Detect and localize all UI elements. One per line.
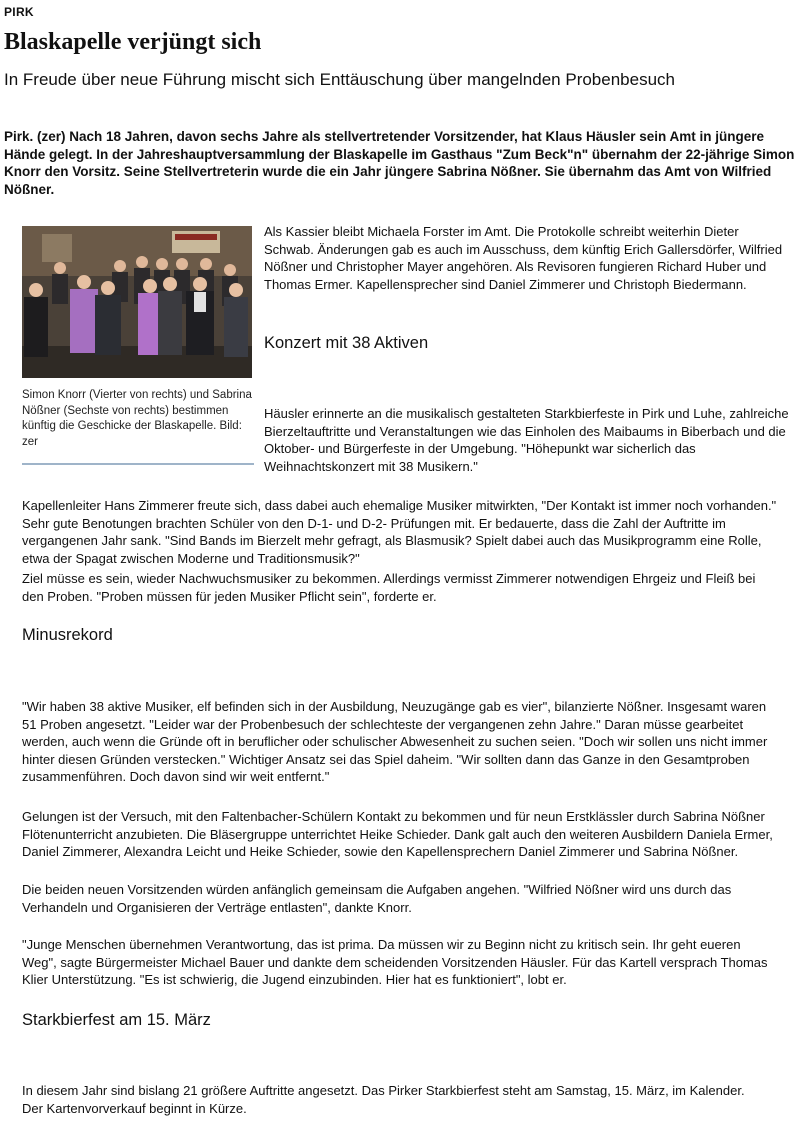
photo-caption: Simon Knorr (Vierter von rechts) und Sabrina Nößner (Sechste von rechts) bestimmen künftig die Geschicke der Blaskapelle. Bild: zer [22,389,252,448]
paragraph-7: Die beiden neuen Vorsitzenden würden anfänglich gemeinsam die Aufgaben angehen. "Wilfried Nößner wird uns durch das Verhandeln und Organisieren der Verträge entlasten", dankte Knorr. [22,882,732,915]
section-heading-konzert: Konzert mit 38 Aktiven [264,334,429,352]
paragraph-6: Gelungen ist der Versuch, mit den Faltenbacher-Schülern Kontakt zu bekommen und für neun Erstklässler durch Sabrina Nößner Flötenunterricht anzubieten. Die Bläsergruppe unterrichtet Heike Schieder. Dank galt auch den weiteren Ausbildern Daniela Ermer, Daniel Zimmerer, Alexandra Leicht und Heike Schieder, sowie den Kapellensprechern Daniel Zimmerer und Sabrina Nößner. [22,809,773,859]
caption-divider [22,463,254,465]
paragraph-3: Kapellenleiter Hans Zimmerer freute sich, dass dabei auch ehemalige Musiker mitwirkten, "Der Kontakt ist immer noch vorhanden." Sehr gute Benotungen brachten Schüler von den D-1- und D-2- Prüfungen mit. Er bedauerte, dass die Zahl der Auftritte im vergangenen Jahr sank. "Sind Bands im Bierzelt mehr gefragt, als Blasmusik? Spielt dabei auch das Musikprogramm eine Rolle, etwa der Spagat zwischen Moderne und Traditionsmusik?" [22,498,777,566]
lead-paragraph: Pirk. (zer) Nach 18 Jahren, davon sechs Jahre als stellvertretender Vorsitzender, hat Klaus Häusler sein Amt in jüngere Hände gelegt. In der Jahreshauptversammlung der Blaskapelle im Gasthaus "Zum Beck"n" übernahm der 22-jährige Simon Knorr den Vorsitz. Seine Stellvertreterin wurde die ein Jahr jüngere Sabrina Nößner. Sie übernahm das Amt von Wilfried Nößner. [4,129,795,197]
subheadline: In Freude über neue Führung mischt sich Enttäuschung über mangelnden Probenbesuch [4,70,675,89]
paragraph-2: Häusler erinnerte an die musikalisch gestalteten Starkbierfeste in Pirk und Luhe, zahlreiche Bierzeltauftritte und Veranstaltungen wie das Einholen des Maibaums in Biberbach und die Oktober- und Bürgerfeste in der Umgebung. "Höhepunkt war sicherlich das Weihnachtskonzert mit 38 Musikern." [264,406,789,474]
paragraph-4: Ziel müsse es sein, wieder Nachwuchsmusiker zu bekommen. Allerdings vermisst Zimmerer notwendigen Ehrgeiz und Fleiß bei den Proben. "Proben müssen für jeden Musiker Pflicht sein", forderte er. [22,571,756,604]
kicker: PIRK [4,5,34,19]
section-heading-minusrekord: Minusrekord [22,626,113,644]
group-photo [22,226,252,378]
paragraph-1: Als Kassier bleibt Michaela Forster im Amt. Die Protokolle schreibt weiterhin Dieter Schwab. Änderungen gab es auch im Ausschuss, dem künftig Erich Gallersdörfer, Wilfried Nößner und Christopher Mayer angehören. Als Revisoren fungieren Richard Huber und Thomas Ermer. Kapellensprecher sind Daniel Zimmerer und Christoph Biedermann. [264,224,783,292]
headline: Blaskapelle verjüngt sich [4,29,262,55]
paragraph-8: "Junge Menschen übernehmen Verantwortung, das ist prima. Da müssen wir zu Beginn nicht zu kritisch sein. Ihr geht eueren Weg", sagte Bürgermeister Michael Bauer und dankte dem scheidenden Vorsitzenden Häusler. Für das Kartell versprach Thomas Klier Unterstützung. "Es ist schwierig, die Jugend einzubinden. Hier hat es funktioniert", lobt er. [22,937,768,987]
section-heading-starkbierfest: Starkbierfest am 15. März [22,1011,211,1029]
paragraph-9: In diesem Jahr sind bislang 21 größere Auftritte angesetzt. Das Pirker Starkbierfest steht am Samstag, 15. März, im Kalender. Der Kartenvorverkauf beginnt in Kürze. [22,1083,745,1116]
paragraph-5: "Wir haben 38 aktive Musiker, elf befinden sich in der Ausbildung, Neuzugänge gab es vier", bilanzierte Nößner. Insgesamt waren 51 Proben angesetzt. "Leider war der Probenbesuch der schlechteste der vergangenen zehn Jahre." Daran müsse gearbeitet werden, auch wenn die Gründe oft in beruflicher oder schulischer Abwesenheit zu suchen seien. "Doch wir sollen uns nicht immer hinter diesen Gründen verstecken." Wichtiger Ansatz sei das Spiel daheim. "Wir sollten dann das Ganze in den Gesamtproben zusammenführen. Doch davon sind wir weit entfernt." [22,699,768,784]
